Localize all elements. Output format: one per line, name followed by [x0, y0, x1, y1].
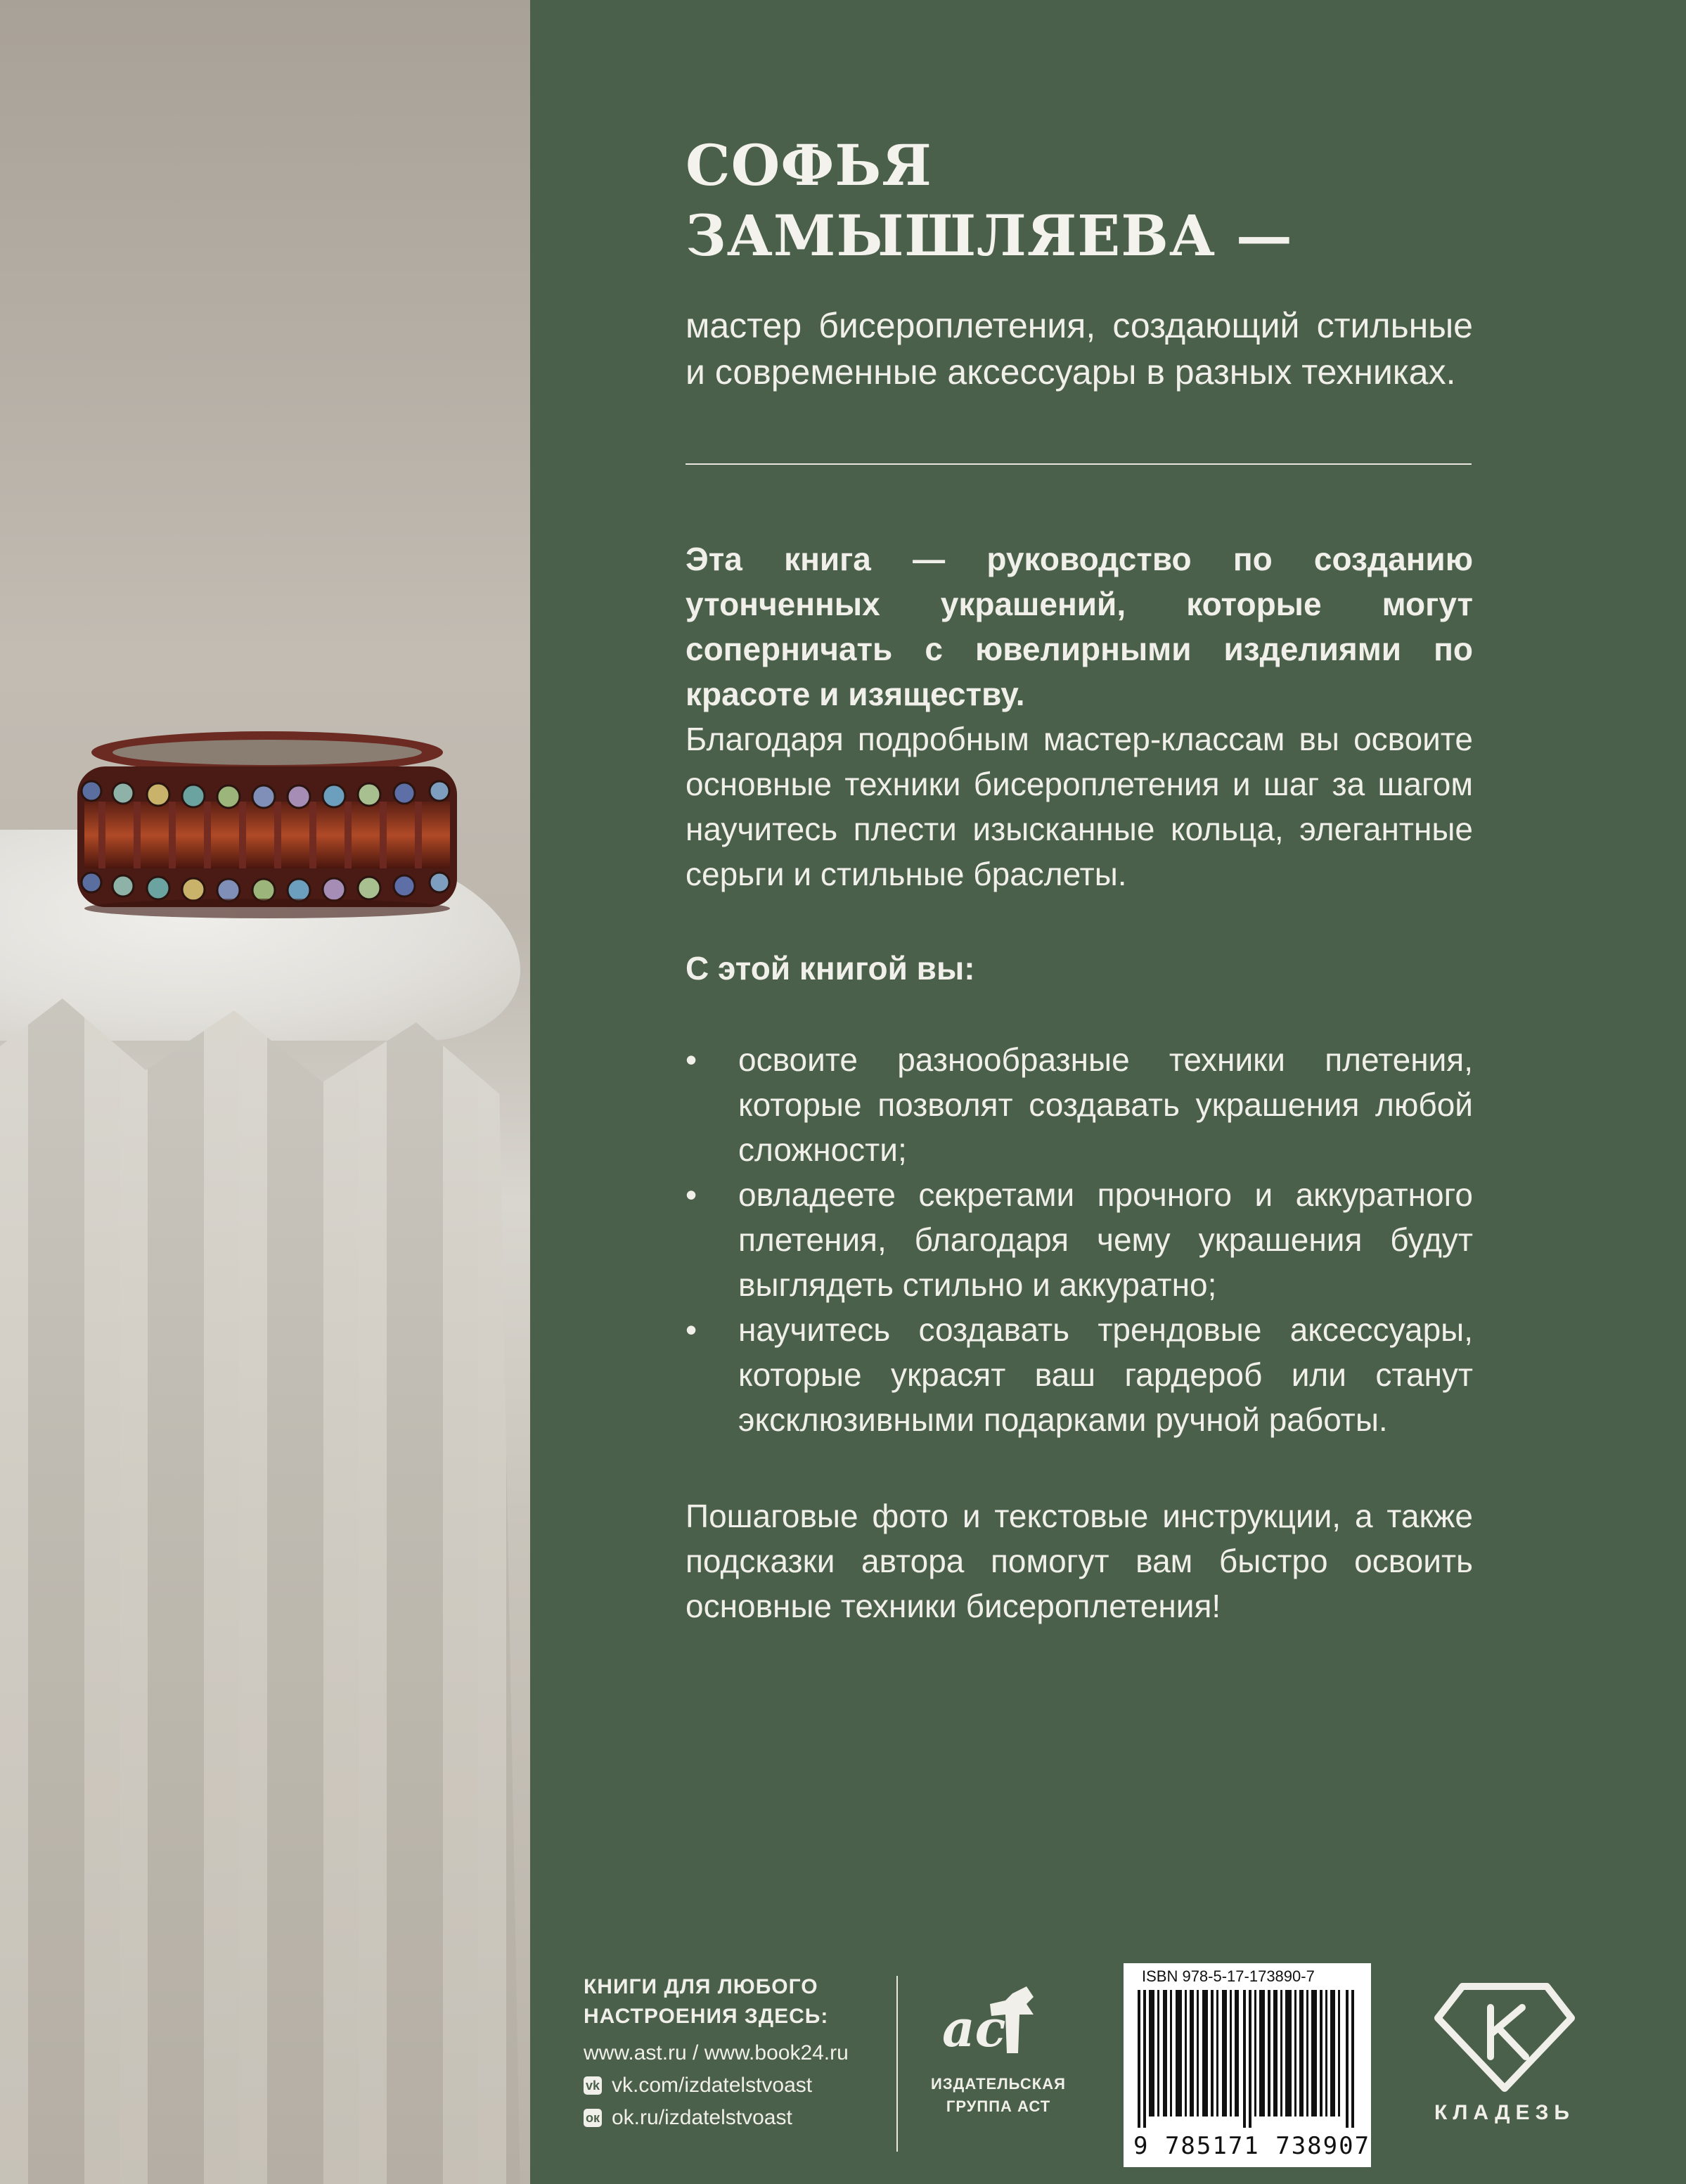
publisher-links: [584, 1972, 893, 2134]
beaded-ring-image: [56, 724, 478, 928]
description-paragraph: Благодаря подробным мастер-классам вы освоите основные техники бисероплетения и шаг за шагом научитесь плести изысканные кольца, элегантные серьги и стильные браслеты.: [686, 721, 1473, 892]
list-item: [686, 1172, 1473, 1307]
barcode: [1124, 1963, 1371, 2167]
author-name: [686, 130, 1529, 271]
imprint-name: КЛАДЕЗЬ: [1434, 2101, 1575, 2124]
bullet-icon: •: [686, 1311, 697, 1348]
list-item: [686, 1037, 1473, 1172]
barcode-digits: 9 785171 738907: [1133, 2132, 1371, 2160]
list-item-text: овладеете секретами прочного и аккуратного плетения, благодаря чему украшения будут выглядеть стильно и аккуратно;: [738, 1176, 1473, 1303]
ok-link-text: ok.ru/izdatelstvoast: [612, 2106, 792, 2129]
cover-photo: [0, 0, 530, 2184]
benefits-heading: С этой книгой вы:: [686, 950, 975, 987]
footer-divider: [896, 1976, 898, 2152]
vk-icon: vk: [584, 2076, 602, 2095]
isbn-number: ISBN 978-5-17-173890-7: [1142, 1967, 1315, 1985]
benefits-list: [686, 1037, 1473, 1442]
ast-logo-icon: [928, 1972, 1069, 2064]
bullet-icon: •: [686, 1041, 697, 1078]
divider: [686, 463, 1472, 465]
svg-text:ac: ac: [942, 1998, 1006, 2058]
lead-paragraph: Эта книга — руководство по созданию утонченных украшений, которые могут соперничать с ювелирными изделиями по красоте и изяществу.: [686, 541, 1473, 712]
kladez-imprint-logo: [1427, 1979, 1582, 2125]
vk-link-text: vk.com/izdatelstvoast: [612, 2074, 813, 2097]
ok-icon: ок: [584, 2109, 602, 2127]
ast-caption-line1: ИЗДАТЕЛЬСКАЯ: [931, 2075, 1066, 2093]
ast-publisher-logo: [918, 1972, 1079, 2118]
promo-title-line1: КНИГИ ДЛЯ ЛЮБОГО: [584, 1975, 818, 1998]
table-drape: [0, 998, 520, 2184]
author-first-name: СОФЬЯ: [686, 132, 932, 198]
list-item-text: освоите разнообразные техники плетения, которые позволят создавать украшения любой сложности;: [738, 1041, 1473, 1168]
promo-title-line2: НАСТРОЕНИЯ ЗДЕСЬ:: [584, 2005, 829, 2028]
list-item-text: научитесь создавать трендовые аксессуары, которые украсят ваш гардероб или станут эксклюзивными подарками ручной работы.: [738, 1311, 1473, 1438]
closing-paragraph: Пошаговые фото и текстовые инструкции, а также подсказки автора помогут вам быстро освоить основные техники бисероплетения!: [686, 1498, 1473, 1624]
diamond-icon: [1434, 1979, 1575, 2092]
author-intro: мастер бисероплетения, создающий стильные и современные аксессуары в разных техниках.: [686, 306, 1473, 392]
ok-link[interactable]: [584, 2102, 893, 2134]
bullet-icon: •: [686, 1176, 697, 1213]
vk-link[interactable]: [584, 2069, 893, 2102]
list-item: [686, 1307, 1473, 1442]
barcode-bars: [1138, 1990, 1357, 2128]
website-links[interactable]: www.ast.ru / www.book24.ru: [584, 2041, 849, 2064]
ast-caption-line2: ГРУППА АСТ: [946, 2098, 1051, 2115]
author-last-name: ЗАМЫШЛЯЕВА —: [686, 203, 1293, 269]
